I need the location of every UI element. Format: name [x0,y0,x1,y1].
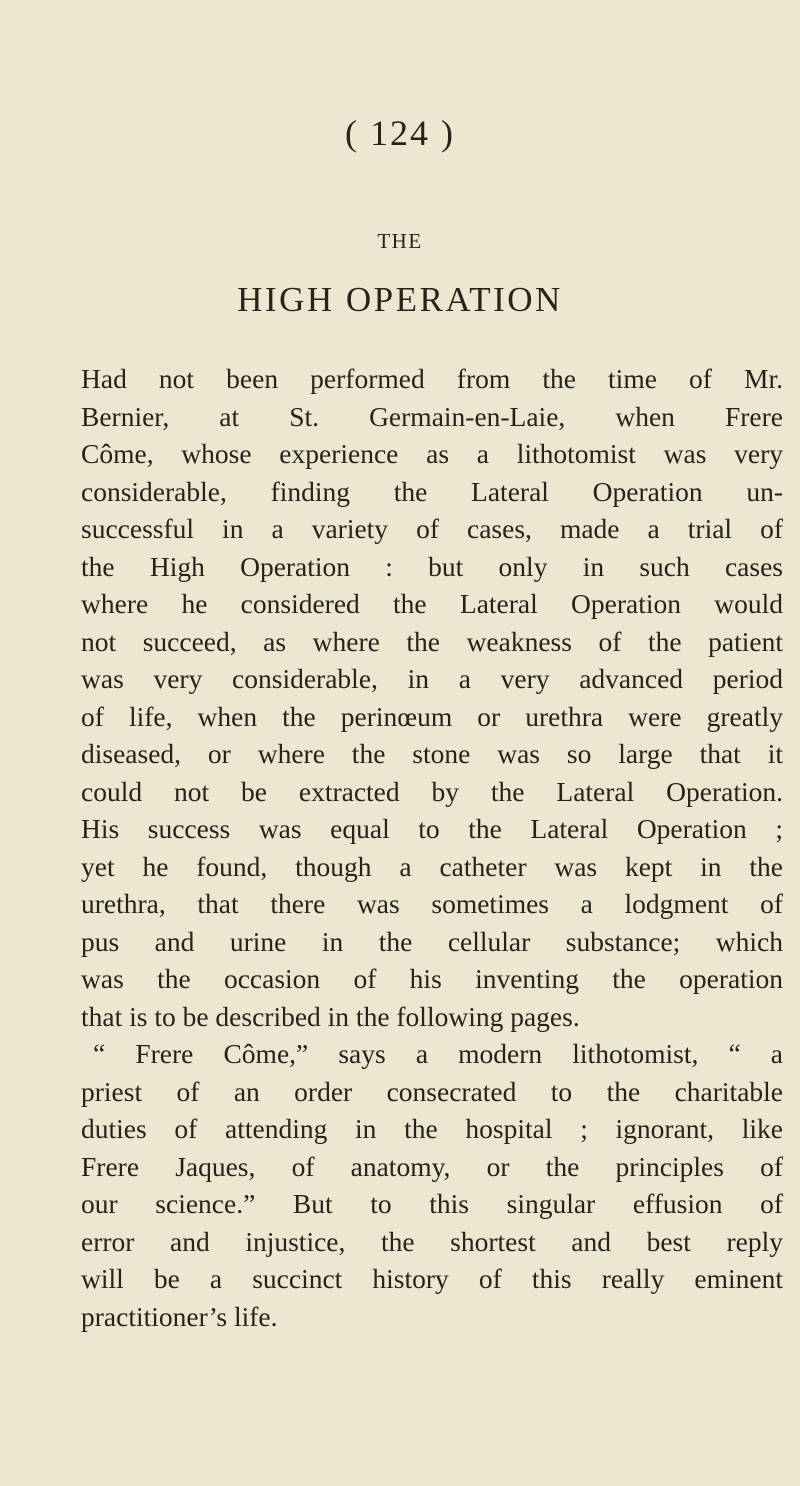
text-line: priest of an order consecrated to the charitable [81,1075,783,1107]
text-line: His success was equal to the Lateral Operation ; [81,813,783,844]
body-text [81,360,783,1335]
text-line: duties of attending in the hospital ; ignorant, like [81,1113,783,1144]
section-heading-article: THE [377,229,423,253]
text-line: will be a succinct history of this really eminent [81,1263,783,1294]
text-line: pus and urine in the cellular substance; which [81,925,783,957]
text-line: Bernier, at St. Germain-en-Laie, when Frere [81,400,783,432]
text-line: urethra, that there was sometimes a lodgment of [81,888,783,919]
text-line: diseased, or where the stone was so large that it [81,738,783,769]
text-line: could not be extracted by the Lateral Operation. [81,775,783,807]
text-line: Côme, whose experience as a lithotomist was very [81,438,783,469]
text-line: was the occasion of his inventing the operation [81,963,783,994]
text-line: the High Operation : but only in such cases [81,550,783,582]
text-line: practitioner’s life. [81,1300,278,1332]
text-line: of life, when the perinœum or urethra were greatly [81,700,783,732]
text-line: successful in a variety of cases, made a trial of [81,513,783,544]
text-line: where he considered the Lateral Operation would [81,588,783,619]
text-line: that is to be described in the following pages. [81,1000,580,1032]
text-line: was very considerable, in a very advanced period [81,663,783,694]
text-line: our science.” But to this singular effusion of [81,1188,783,1219]
page-number: ( 124 ) [345,113,455,153]
text-line: not succeed, as where the weakness of the patient [81,625,783,657]
text-line: Had not been performed from the time of Mr. [81,363,783,394]
text-line: error and injustice, the shortest and best reply [81,1225,783,1257]
text-line: yet he found, though a catheter was kept in the [81,850,783,882]
text-line: Frere Jaques, of anatomy, or the principles of [81,1150,783,1182]
text-line: considerable, finding the Lateral Operation un- [81,475,783,507]
text-line: “ Frere Côme,” says a modern lithotomist, “ a [93,1038,783,1069]
section-heading-title: HIGH OPERATION [237,280,563,319]
